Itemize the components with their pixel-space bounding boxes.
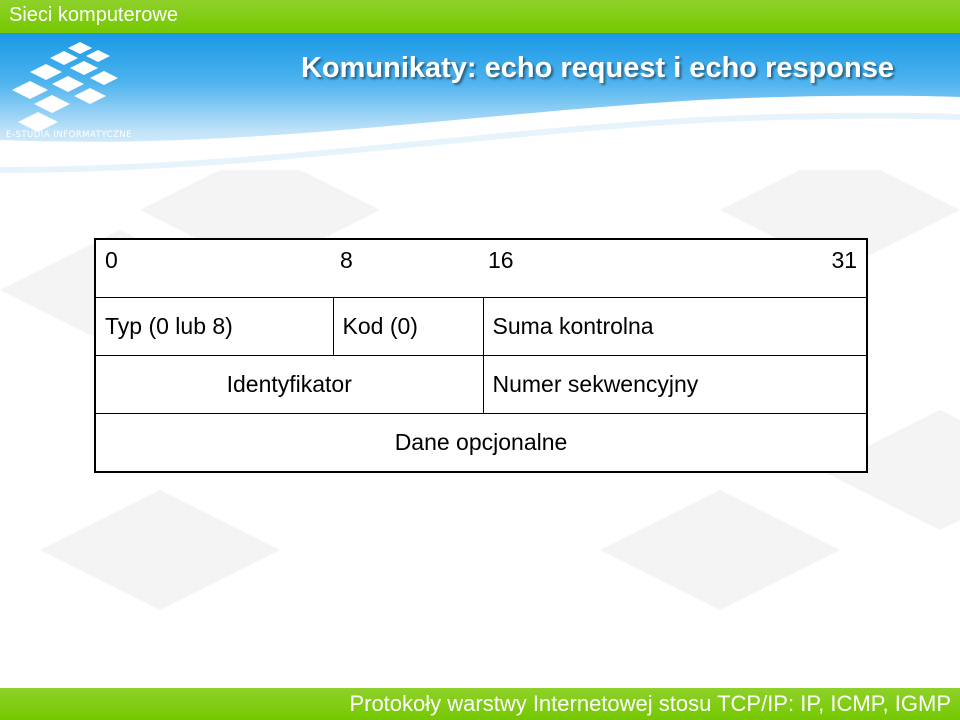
- table-row: [95, 414, 867, 473]
- slide-title: Komunikaty: echo request i echo response: [300, 52, 894, 84]
- code-field: Kod (0): [333, 298, 483, 356]
- top-bar: [0, 0, 960, 33]
- table-row: [95, 298, 867, 356]
- bit-position-row: [95, 239, 867, 298]
- icmp-echo-message-table: [94, 238, 868, 473]
- table-row: [95, 356, 867, 414]
- optional-data-field: Dane opcjonalne: [95, 414, 867, 473]
- sequence-number-field: Numer sekwencyjny: [483, 356, 867, 414]
- bit-position-31: 31: [831, 247, 858, 273]
- identifier-field: Identyfikator: [95, 356, 483, 414]
- bottom-bar: [0, 688, 960, 720]
- footer-text: Protokoły warstwy Internetowej stosu TCP/IP: IP, ICMP, IGMP: [349, 691, 951, 716]
- course-name: Sieci komputerowe: [9, 4, 178, 26]
- bit-positions-cell: [95, 239, 867, 298]
- bit-position-0: 0: [105, 247, 118, 273]
- type-field: Typ (0 lub 8): [95, 298, 333, 356]
- checksum-field: Suma kontrolna: [483, 298, 867, 356]
- bit-position-16: 16: [488, 247, 514, 273]
- logo-text: E-STUDIA INFORMATYCZNE: [6, 130, 133, 140]
- bit-position-8: 8: [340, 247, 353, 273]
